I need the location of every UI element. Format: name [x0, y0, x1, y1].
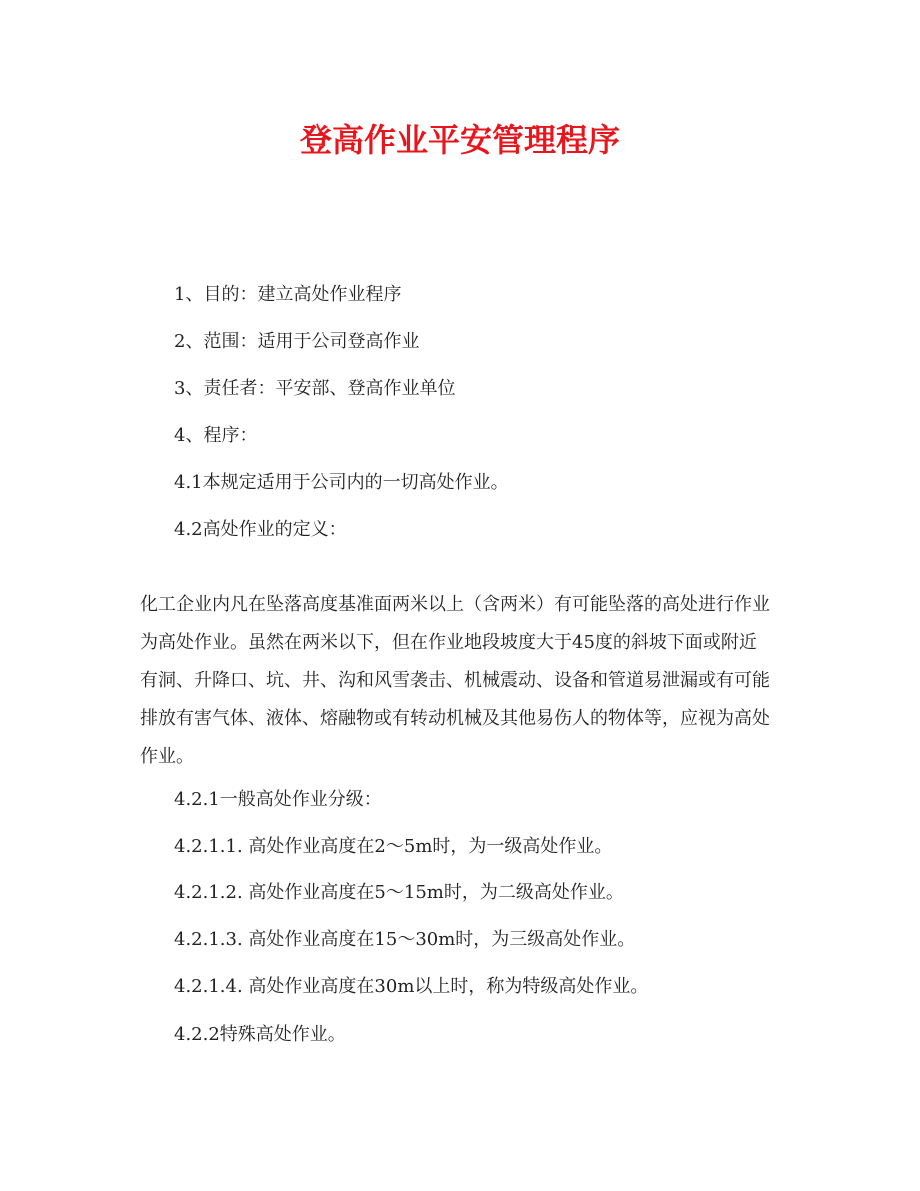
item-4-2-1-4: 4.2.1.4. 高处作业高度在30m以上时，称为特级高处作业。: [174, 976, 649, 997]
document-title: 登高作业平安管理程序: [299, 121, 620, 159]
item-4-2-1-3: 4.2.1.3. 高处作业高度在15～30m时，为三级高处作业。: [174, 929, 636, 950]
item-4-2-1-2: 4.2.1.2. 高处作业高度在5～15m时，为二级高处作业。: [174, 882, 624, 903]
item-purpose: 1、目的：建立高处作业程序: [174, 284, 402, 305]
item-responsible: 3、责任者：平安部、登高作业单位: [174, 378, 456, 399]
definition-paragraph: 化工企业内凡在坠落高度基准面两米以上（含两米）有可能坠落的高处进行作业为高处作业。虽然在两米以下，但在作业地段坡度大于45度的斜坡下面或附近有洞、升降口、坑、井、沟和风雪袭击、机械震动、设备和管道易泄漏或有可能排放有害气体、液体、熔融物或有转动机械及其他易伤人的物体等，应视为高处作业。: [140, 594, 770, 767]
item-4-2-1: 4.2.1一般高处作业分级：: [174, 789, 382, 810]
item-scope: 2、范围：适用于公司登高作业: [174, 331, 420, 352]
item-procedure: 4、程序：: [174, 425, 258, 446]
item-4-2: 4.2高处作业的定义：: [174, 519, 347, 540]
item-4-1: 4.1本规定适用于公司内的一切高处作业。: [174, 472, 509, 493]
item-4-2-1-1: 4.2.1.1. 高处作业高度在2～5m时，为一级高处作业。: [174, 836, 613, 857]
item-4-2-2: 4.2.2特殊高处作业。: [174, 1024, 346, 1045]
